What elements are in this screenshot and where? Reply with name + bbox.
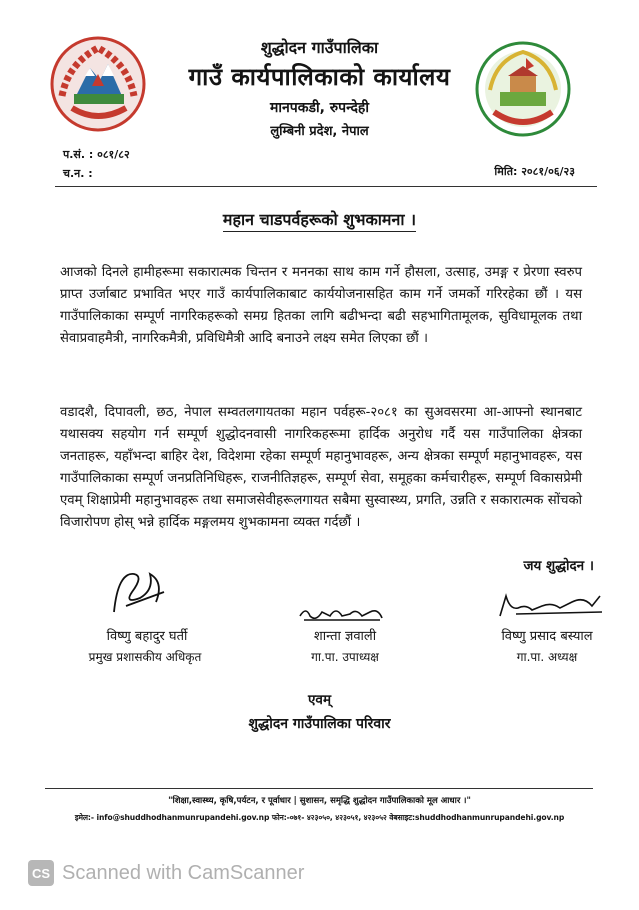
office-name: गाउँ कार्यपालिकाको कार्यालय	[188, 63, 451, 91]
camscanner-label: Scanned with CamScanner	[62, 861, 305, 884]
letter-subject	[0, 208, 639, 230]
footer-motto: "शिक्षा,स्वास्थ्य, कृषि,पर्यटन, र पूर्वाधार | सुशासन, समृद्धि शुद्धोदन गाउँपालिकाको मूल आधार ।"	[168, 796, 471, 806]
body-paragraph-2: वडादशै, दिपावली, छठ, नेपाल सम्वतलगायतका महान पर्वहरू-२०८१ का सुअवसरमा आ-आफ्नो स्थानबाट यथासक्य सहयोग गर्न सम्पूर्ण शुद्धोदनवासी नागरिकहरूमा हार्दिक अनुरोध गर्दै यस गाउँपालिका क्षेत्रका जनताहरू, यहाँभन्दा बाहिर देश, विदेशमा रहेका सम्पूर्ण महानुभावहरू, अन्य क्षेत्रका सम्पूर्ण महानुभावहरू, यस गाउँपालिकाका सम्पूर्ण जनप्रतिनिधिहरू, राजनीतिज्ञहरू, सम्पूर्ण सेवा, समूहका कर्मचारीहरू, सम्पूर्ण विकासप्रेमी एवम् शिक्षाप्रेमी महानुभावहरू तथा समाजसेवीहरूलगायत सबैमा सुस्वास्थ्य, प्रगति, उन्नति र सकारात्मक सोंचको विजारोपण होस् भन्ने हार्दिक मङ्गलमय शुभकामना व्यक्त गर्दछौं ।	[60, 405, 582, 530]
footer-contact: इमेल:- info@shuddhodhanmunrupandehi.gov.np फोन:-०७१- ४२३०५०, ४२३०५१, ४२३०५२ वेबसाइट:shuddhodhanmunrupandehi.gov.np	[74, 813, 565, 822]
sign-off-family: शुद्धोदन गाउँपालिका परिवार	[248, 716, 391, 732]
signature-chair	[496, 590, 606, 622]
letter-date: मिति: २०८१/०६/२३	[494, 165, 575, 178]
signatory-2-title: गा.पा. उपाध्यक्ष	[311, 650, 379, 664]
header-divider	[55, 186, 597, 187]
signatory-1-name: विष्णु बहादुर घर्ती	[106, 629, 188, 644]
signatory-2-name: शान्ता ज्ञवाली	[313, 629, 377, 644]
signatory-1-title: प्रमुख प्रशासकीय अधिकृत	[88, 650, 202, 664]
sign-off-conjunction: एवम्	[307, 692, 332, 708]
closing-salutation: जय शुद्धोदन ।	[523, 558, 594, 574]
reference-number: प.सं. : ०८१/८२	[63, 148, 130, 161]
signatory-3-title: गा.पा. अध्यक्ष	[516, 650, 578, 664]
camscanner-icon: CS	[28, 860, 54, 886]
camscanner-watermark	[28, 860, 304, 886]
municipality-name: शुद्धोदन गाउँपालिका	[260, 38, 379, 57]
province-name: लुम्बिनी प्रदेश, नेपाल	[270, 124, 369, 139]
office-location: मानपकडी, रुपन्देही	[270, 100, 369, 116]
signature-cao	[104, 562, 174, 622]
body-paragraph-1: आजको दिनले हामीहरूमा सकारात्मक चिन्तन र मननका साथ काम गर्ने हौसला, उत्साह, उमङ्ग र प्रेरणा स्वरुप प्राप्त उर्जाबाट प्रभावित भएर गाउँ कार्यपालिकाबाट कार्ययोजनासहित काम गर्ने जमर्को गरिरहेका छौं । यस गाउँपालिकाका सम्पूर्ण नागरिकहरूको समग्र हितका लागि बढीभन्दा बढी सहभागितामूलक, सुविधामूलक तथा सेवाप्रवाहमैत्री, नागरिकमैत्री, प्रविधिमैत्री आदि बनाउने लक्ष्य समेत लिएका छौं ।	[60, 265, 582, 346]
dispatch-number: च.न. :	[63, 167, 93, 180]
signature-vice-chair	[296, 602, 386, 624]
subject-text: महान चाडपर्वहरूको शुभकामना ।	[223, 210, 416, 232]
footer-divider	[45, 788, 593, 789]
signatory-3-name: विष्णु प्रसाद बस्याल	[501, 629, 593, 644]
